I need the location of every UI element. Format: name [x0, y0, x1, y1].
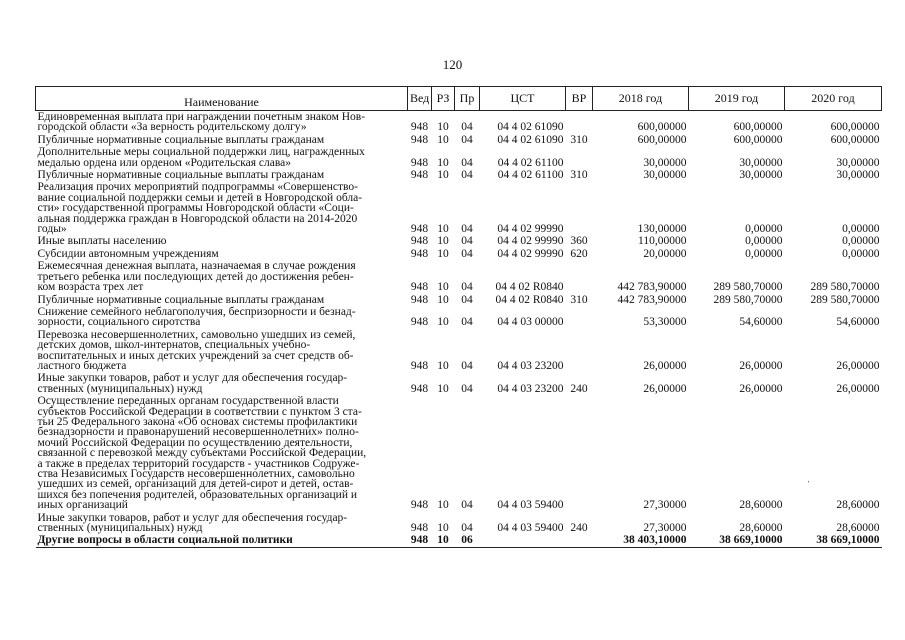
- cell-cst: 04 4 03 00000: [497, 316, 564, 329]
- cell-2019: 289 580,70000: [713, 281, 783, 294]
- cell-vr: [566, 111, 593, 134]
- cell-2018: 27,30000: [643, 522, 687, 535]
- cell-2018: 30,00000: [643, 156, 687, 169]
- cell-name: Реализация прочих мероприятий подпрограммы «Совершенство- вание социальной поддержки семьи и детей в Новгородской обла- сти» государственной программы Новгородской области «Соци- альная поддержка граждан в Новгородской области на 2014-2020 годы»: [37, 181, 363, 236]
- cell-rz: 10: [437, 499, 449, 512]
- cell-pr: 04: [461, 499, 473, 512]
- cell-pr: 04: [461, 359, 473, 372]
- cell-2020: 0,00000: [842, 223, 880, 236]
- cell-ved: 948: [410, 382, 429, 395]
- cell-pr: 04: [461, 316, 473, 329]
- cell-2018: 38 403,10000: [593, 534, 689, 547]
- cell-ved: 948: [410, 281, 429, 294]
- cell-rz: 10: [437, 382, 449, 395]
- header-vr: ВР: [566, 87, 593, 111]
- cell-name: Иные закупки товаров, работ и услуг для обеспечения государ- ственных (муниципальных) нужд: [37, 511, 348, 535]
- cell-vr: [566, 306, 593, 329]
- cell-2020: 54,60000: [836, 316, 880, 329]
- cell-rz: 10: [437, 247, 449, 260]
- header-pr: Пр: [455, 87, 480, 111]
- cell-name: Снижение семейного неблагополучия, беспризорности и безнад- зорности, социального сиротства: [37, 305, 356, 329]
- cell-vr: 360: [570, 235, 588, 248]
- table-row: [36, 329, 882, 373]
- cell-vr: [566, 329, 593, 373]
- cell-ved: 948: [410, 223, 429, 236]
- cell-cst: 04 4 02 99990: [497, 223, 564, 236]
- cell-ved: 948: [410, 156, 429, 169]
- table-row: [36, 134, 882, 146]
- cell-pr: 04: [461, 281, 473, 294]
- cell-2019: 28,60000: [739, 522, 783, 535]
- cell-2018: 130,00000: [637, 223, 687, 236]
- cell-2020: 28,60000: [836, 499, 880, 512]
- cell-ved: 948: [410, 316, 429, 329]
- table-row: [36, 294, 882, 306]
- cell-cst: 04 4 02 R0840: [495, 281, 564, 294]
- cell-ved: 948: [410, 499, 429, 512]
- cell-rz: 10: [437, 293, 449, 306]
- cell-2018: 442 783,90000: [617, 281, 687, 294]
- header-name: Наименование: [36, 87, 408, 111]
- cell-name: Публичные нормативные социальные выплаты гражданам: [37, 133, 325, 146]
- cell-rz: 10: [437, 359, 449, 372]
- header-cst: ЦСТ: [480, 87, 566, 111]
- table-row: [36, 181, 882, 235]
- cell-name: Перевозка несовершеннолетних, самовольно ушедших из семей, детских домов, школ-интернатов, специальных учебно- воспитательных и иных детских учреждений за счет средств об- ластного бюджета: [37, 328, 356, 372]
- cell-ved: 948: [410, 359, 429, 372]
- cell-2019: 30,00000: [739, 156, 783, 169]
- cell-name: Осуществление переданных органам государственной власти субъектов Российской Федерации в соответствии с пунктом 3 ста- тьи 25 Федерального закона «Об основах системы профилактики безнадзорности и правонарушений несовершеннолетних» полно- мочий Российской Федерации по осуществлению деятельности, связанной с перевозкой между субъектами Российской Федерации, а также в пределах территорий государств - участников Содруже- ства Независимых Государств несовершеннолетних, самовольно ушедших из семей, организаций для детей-сирот и детей, остав- шихся без попечения родителей, образовательных организаций и иных организаций: [37, 395, 367, 512]
- cell-pr: 04: [461, 382, 473, 395]
- table-row: [36, 306, 882, 329]
- cell-name: Субсидии автономным учреждениям: [37, 247, 219, 260]
- header-rz: РЗ: [432, 87, 455, 111]
- cell-pr: 04: [461, 247, 473, 260]
- cell-rz: 10: [437, 121, 449, 134]
- cell-2018: 600,00000: [637, 121, 687, 134]
- cell-cst: 04 4 03 23200: [497, 382, 564, 395]
- cell-2020: 26,00000: [836, 359, 880, 372]
- table-row: [36, 534, 882, 547]
- cell-name: Публичные нормативные социальные выплаты гражданам: [37, 169, 325, 182]
- cell-pr: 04: [461, 156, 473, 169]
- cell-pr: 04: [461, 235, 473, 248]
- cell-pr: 04: [461, 522, 473, 535]
- cell-2020: 30,00000: [836, 156, 880, 169]
- cell-name: Единовременная выплата при награждении почетным знаком Нов- городской области «За верность родительскому долгу»: [37, 111, 366, 134]
- cell-2019: 0,00000: [745, 223, 783, 236]
- cell-2019: 600,00000: [733, 121, 783, 134]
- cell-cst: 04 4 03 59400: [497, 522, 564, 535]
- table-row: [36, 372, 882, 395]
- cell-name: Ежемесячная денежная выплата, назначаемая в случае рождения третьего ребенка или последующих детей до достижения ребен- ком возраста трех лет: [37, 260, 356, 294]
- cell-name: Иные выплаты населению: [37, 235, 167, 248]
- cell-2019: 30,00000: [739, 169, 783, 182]
- table-header: [36, 87, 882, 111]
- table-row: [36, 512, 882, 535]
- cell-rz: 10: [437, 316, 449, 329]
- cell-ved: 948: [410, 522, 429, 535]
- cell-ved: 948: [408, 534, 432, 547]
- cell-name: Дополнительные меры социальной поддержки лиц, награжденных медалью ордена или орденом «Родительская слава»: [37, 146, 365, 169]
- cell-2019: 600,00000: [733, 133, 783, 146]
- cell-vr: [566, 395, 593, 511]
- cell-ved: 948: [410, 247, 429, 260]
- cell-ved: 948: [410, 169, 429, 182]
- cell-cst: 04 4 02 R0840: [495, 293, 564, 306]
- cell-vr: 240: [570, 382, 588, 395]
- cell-2018: 110,00000: [638, 235, 687, 248]
- cell-rz: 10: [437, 281, 449, 294]
- cell-2018: 53,30000: [643, 316, 687, 329]
- cell-cst: 04 4 02 61100: [497, 156, 564, 169]
- cell-2020: 26,00000: [836, 382, 880, 395]
- table-row: [36, 111, 882, 134]
- cell-rz: 10: [437, 522, 449, 535]
- cell-vr: [566, 181, 593, 235]
- cell-vr: 310: [570, 169, 588, 182]
- cell-2020: 0,00000: [842, 235, 880, 248]
- cell-2018: 26,00000: [643, 359, 687, 372]
- cell-vr: [566, 146, 593, 169]
- cell-vr: [566, 260, 593, 293]
- cell-2018: 442 783,90000: [617, 293, 687, 306]
- cell-2019: 28,60000: [739, 499, 783, 512]
- table-row: [36, 235, 882, 247]
- cell-vr: 310: [570, 293, 588, 306]
- cell-cst: 04 4 03 59400: [497, 499, 564, 512]
- cell-2019: 26,00000: [739, 382, 783, 395]
- cell-2020: 38 669,10000: [785, 534, 882, 547]
- cell-cst: [480, 534, 566, 547]
- cell-vr: 310: [570, 133, 588, 146]
- header-ved: Вед: [408, 87, 432, 111]
- cell-pr: 04: [461, 223, 473, 236]
- cell-rz: 10: [437, 156, 449, 169]
- cell-2019: 54,60000: [739, 316, 783, 329]
- cell-rz: 10: [437, 169, 449, 182]
- cell-rz: 10: [437, 133, 449, 146]
- header-2020: 2020 год: [785, 87, 882, 111]
- cell-2020: 600,00000: [830, 133, 880, 146]
- cell-pr: 04: [461, 133, 473, 146]
- cell-name: Иные закупки товаров, работ и услуг для обеспечения государ- ственных (муниципальных) нужд: [37, 372, 348, 395]
- cell-vr: [566, 534, 593, 547]
- cell-vr: 620: [570, 247, 588, 260]
- table-row: [36, 248, 882, 260]
- cell-ved: 948: [410, 121, 429, 134]
- cell-cst: 04 4 02 61090: [497, 133, 564, 146]
- scan-speck: ˈ: [807, 480, 811, 491]
- cell-2020: 600,00000: [830, 121, 880, 134]
- cell-2020: 30,00000: [836, 169, 880, 182]
- table-body: [36, 111, 882, 548]
- cell-2020: 289 580,70000: [810, 293, 880, 306]
- cell-2018: 600,00000: [637, 133, 687, 146]
- cell-rz: 10: [437, 223, 449, 236]
- cell-pr: 04: [461, 169, 473, 182]
- header-2019: 2019 год: [689, 87, 785, 111]
- cell-pr: 06: [455, 534, 480, 547]
- cell-cst: 04 4 02 61100: [497, 169, 564, 182]
- cell-vr: 240: [570, 522, 588, 535]
- cell-2018: 30,00000: [643, 169, 687, 182]
- cell-2019: 289 580,70000: [713, 293, 783, 306]
- cell-name: Публичные нормативные социальные выплаты гражданам: [37, 293, 325, 306]
- cell-2018: 20,00000: [643, 247, 687, 260]
- cell-rz: 10: [437, 235, 449, 248]
- cell-2019: 26,00000: [739, 359, 783, 372]
- cell-pr: 04: [461, 293, 473, 306]
- cell-ved: 948: [410, 133, 429, 146]
- table-row: [36, 169, 882, 181]
- cell-2020: 0,00000: [842, 247, 880, 260]
- page-number: 120: [442, 57, 463, 72]
- cell-2018: 26,00000: [643, 382, 687, 395]
- cell-cst: 04 4 02 99990: [497, 235, 564, 248]
- cell-2018: 27,30000: [643, 499, 687, 512]
- cell-2019: 0,00000: [745, 247, 783, 260]
- cell-2020: 28,60000: [836, 522, 880, 535]
- cell-cst: 04 4 02 61090: [497, 121, 564, 134]
- cell-ved: 948: [410, 235, 429, 248]
- cell-pr: 04: [461, 121, 473, 134]
- table-row: [36, 260, 882, 293]
- cell-cst: 04 4 03 23200: [497, 359, 564, 372]
- cell-2019: 0,00000: [745, 235, 783, 248]
- cell-2020: 289 580,70000: [810, 281, 880, 294]
- budget-table: [35, 86, 882, 548]
- cell-ved: 948: [410, 293, 429, 306]
- cell-rz: 10: [432, 534, 455, 547]
- table-row: [36, 146, 882, 169]
- cell-name: Другие вопросы в области социальной политики: [36, 534, 408, 547]
- cell-cst: 04 4 02 99990: [497, 247, 564, 260]
- header-2018: 2018 год: [593, 87, 689, 111]
- table-row: [36, 395, 882, 511]
- cell-2019: 38 669,10000: [689, 534, 785, 547]
